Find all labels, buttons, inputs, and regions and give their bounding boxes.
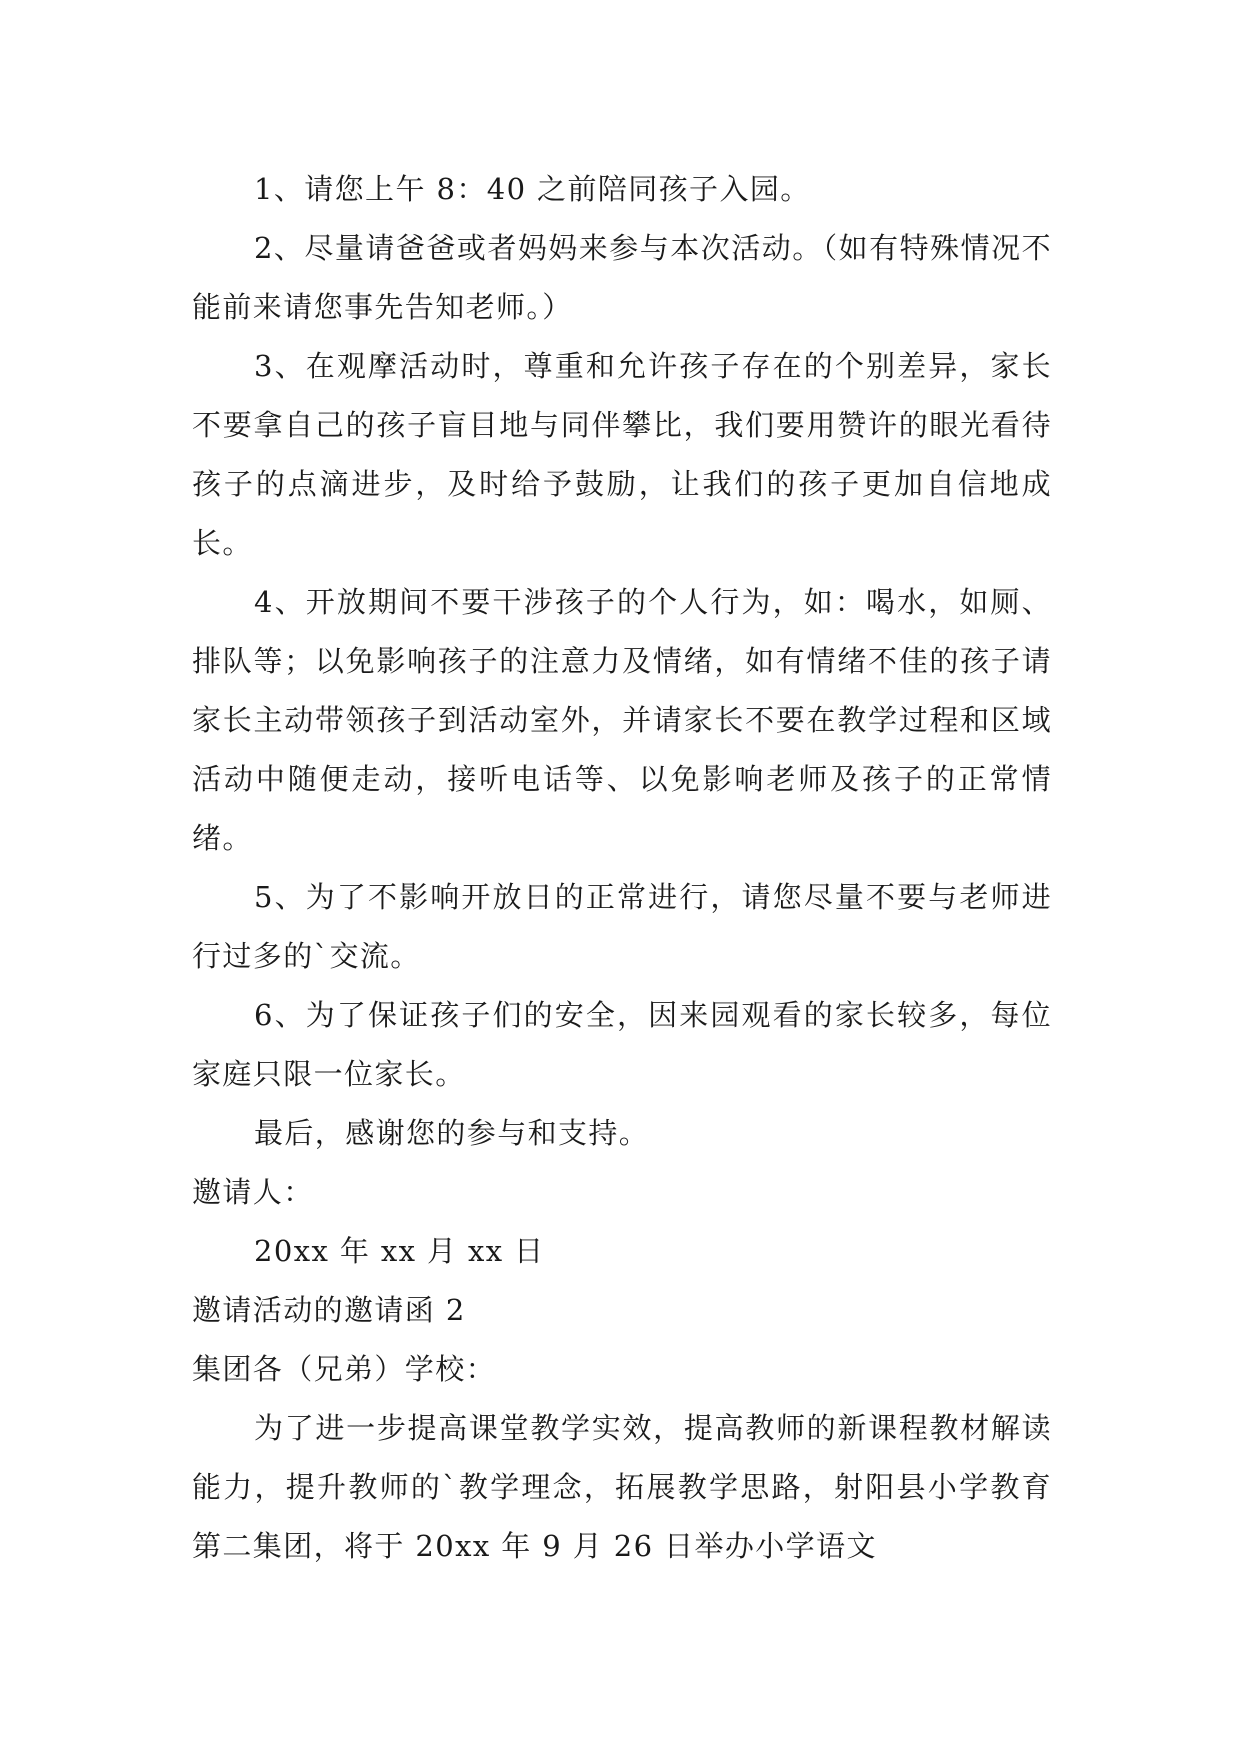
rule-item-2: 2、尽量请爸爸或者妈妈来参与本次活动。（如有特殊情况不能前来请您事先告知老师。） xyxy=(192,231,1052,324)
section-title: 邀请活动的邀请函 2 xyxy=(192,1293,466,1327)
rule-item-4: 4、开放期间不要干涉孩子的个人行为，如：喝水，如厕、排队等；以免影响孩子的注意力及情绪，如有情绪不佳的孩子请家长主动带领孩子到活动室外，并请家长不要在教学过程和区域活动中随便走动，接听电话等、以免影响老师及孩子的正常情绪。 xyxy=(192,585,1052,855)
document-body xyxy=(192,160,1052,1576)
salutation: 集团各（兄弟）学校： xyxy=(192,1352,497,1386)
inviter-label: 邀请人： xyxy=(192,1175,314,1209)
date-line: 20xx 年 xx 月 xx 日 xyxy=(254,1234,545,1268)
rule-item-5: 5、为了不影响开放日的正常进行，请您尽量不要与老师进行过多的`交流。 xyxy=(192,880,1052,973)
body-paragraph: 为了进一步提高课堂教学实效，提高教师的新课程教材解读能力，提升教师的`教学理念，拓展教学思路，射阳县小学教育第二集团，将于 20xx 年 9 月 26 日举办小学语文 xyxy=(192,1411,1052,1563)
closing-thanks: 最后，感谢您的参与和支持。 xyxy=(254,1116,650,1150)
rule-item-6: 6、为了保证孩子们的安全，因来园观看的家长较多，每位家庭只限一位家长。 xyxy=(192,998,1052,1091)
rule-item-3: 3、在观摩活动时，尊重和允许孩子存在的个别差异，家长不要拿自己的孩子盲目地与同伴攀比，我们要用赞许的眼光看待孩子的点滴进步，及时给予鼓励，让我们的孩子更加自信地成长。 xyxy=(192,349,1052,560)
rule-item-1: 1、请您上午 8：40 之前陪同孩子入园。 xyxy=(254,172,811,206)
